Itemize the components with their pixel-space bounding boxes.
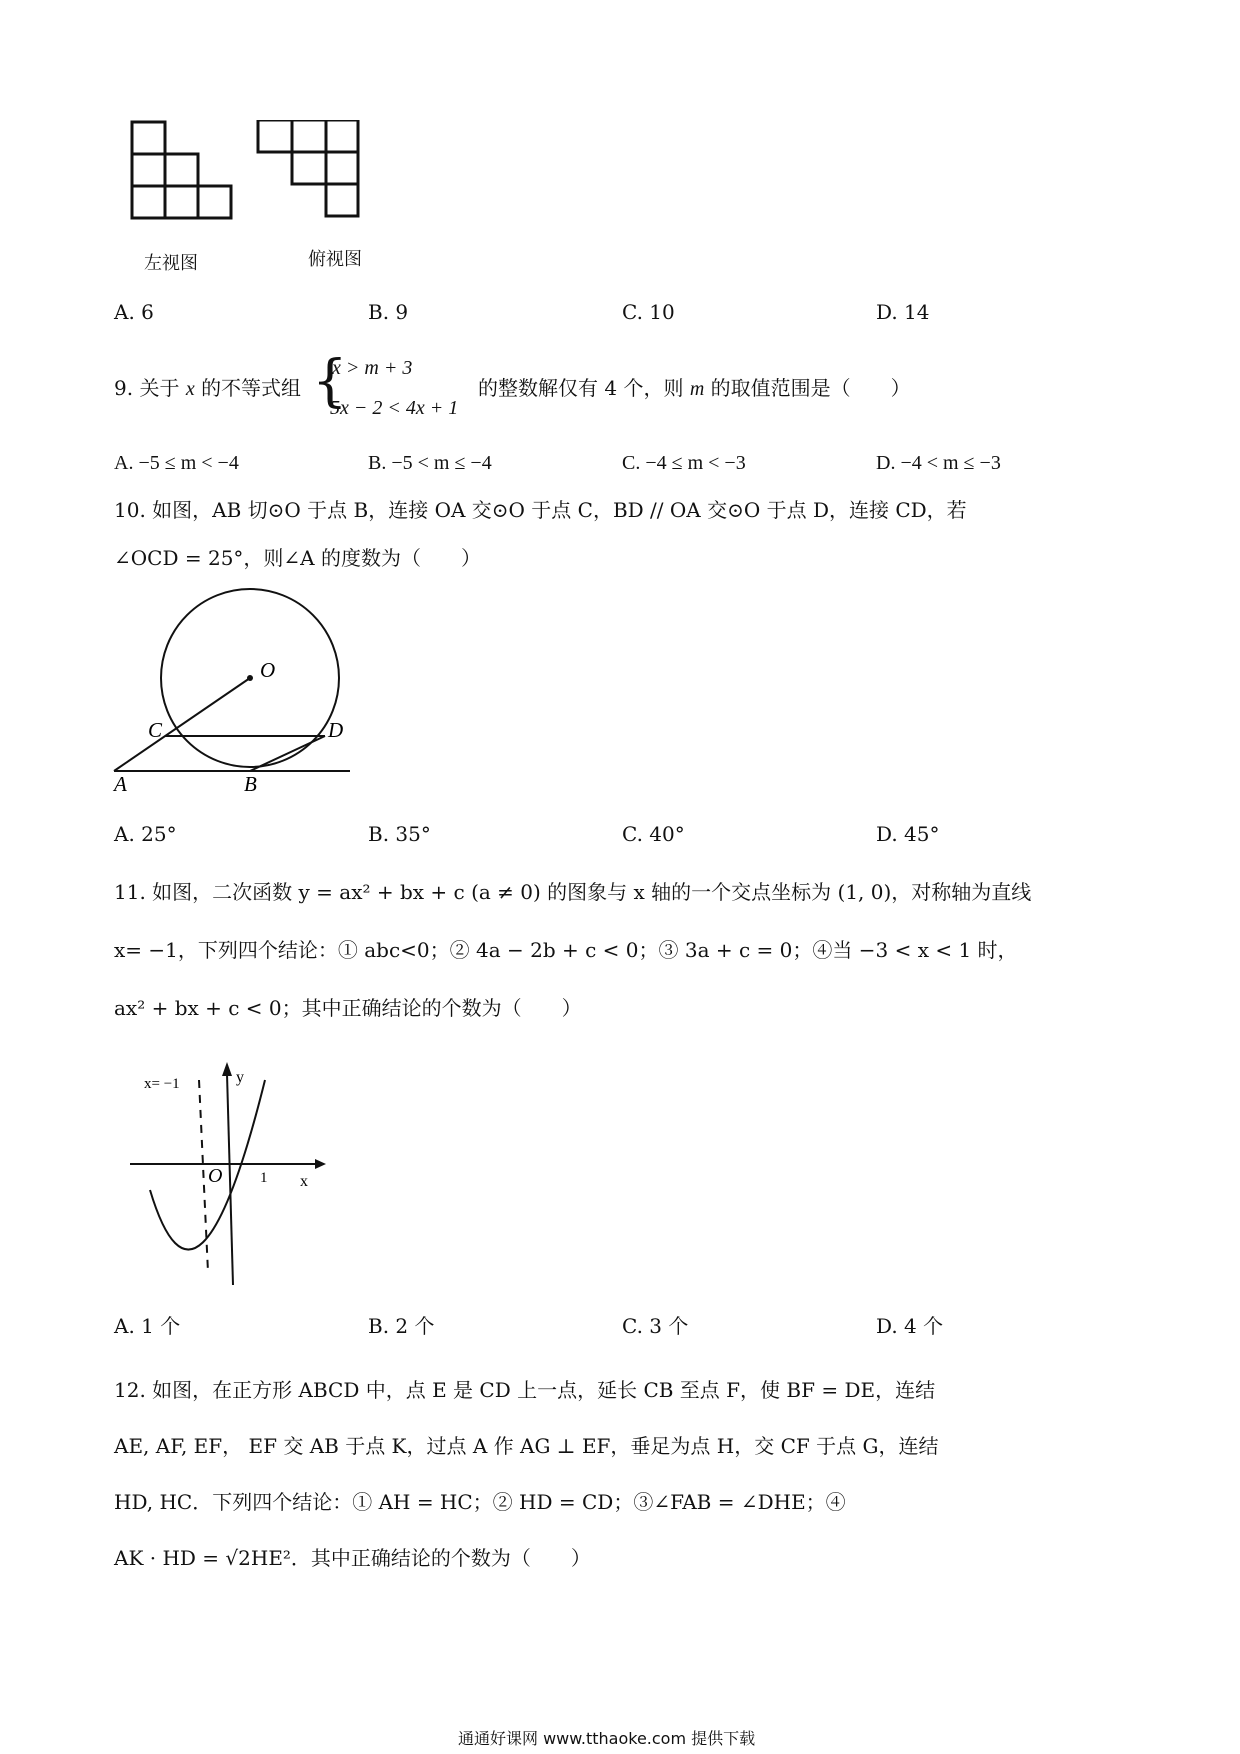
q10-option-c: C. 40° (622, 822, 685, 846)
q11-option-a: A. 1 个 (114, 1314, 181, 1338)
y-axis (227, 1074, 233, 1285)
q9-stem (114, 376, 301, 401)
q9-var: x (185, 378, 195, 400)
q10-option-a: A. 25° (114, 822, 177, 846)
symmetry-axis (199, 1080, 208, 1272)
q11-stem-line2: x= −1，下列四个结论：① abc<0；② 4a − 2b + c < 0；③ 3a + c = 0；④当 −3 < x < 1 时， (114, 938, 1018, 962)
tick-one-label: 1 (260, 1170, 268, 1186)
label-b: B (244, 772, 257, 796)
label-c: C (148, 718, 163, 742)
y-axis-arrow (222, 1062, 232, 1076)
y-axis-label: y (236, 1069, 244, 1086)
q12-stem-line2: AE, AF, EF， EF 交 AB 于点 K，过点 A 作 AG ⊥ EF，垂足为点 H，交 CF 于点 G，连结 (114, 1434, 939, 1458)
q11-option-b: B. 2 个 (368, 1314, 435, 1338)
q11-stem-line3: ax² + bx + c < 0；其中正确结论的个数为（ ） (114, 996, 582, 1020)
x-axis-arrow (315, 1159, 326, 1169)
q9-inequality-2: 5x − 2 < 4x + 1 (330, 397, 459, 419)
q10-stem-line1: 10. 如图，AB 切⊙O 于点 B，连接 OA 交⊙O 于点 C，BD // OA 交⊙O 于点 D，连接 CD，若 (114, 498, 967, 522)
q9-mvar: m (689, 378, 705, 400)
label-a: A (114, 772, 127, 796)
page-footer: 通通好课网 www.tthaoke.com 提供下载 (458, 1729, 756, 1748)
q12-stem-line4: AK · HD = √2HE²．其中正确结论的个数为（ ） (114, 1546, 591, 1570)
q9-brace: { (312, 349, 348, 414)
segment-oa (114, 678, 250, 771)
q8-option-d: D. 14 (876, 300, 930, 324)
segment-bd (250, 736, 325, 771)
q8-option-c: C. 10 (622, 300, 675, 324)
q8-option-b: B. 9 (368, 300, 409, 324)
q10-circle-figure (110, 585, 360, 800)
q8-option-a: A. 6 (114, 300, 154, 324)
q12-stem-line3: HD, HC．下列四个结论：① AH = HC；② HD = CD；③∠FAB = ∠DHE；④ (114, 1490, 846, 1514)
q9-option-a: A. −5 ≤ m < −4 (114, 452, 239, 474)
q11-stem-line1: 11. 如图，二次函数 y = ax² + bx + c (a ≠ 0) 的图象与 x 轴的一个交点坐标为 (1, 0)，对称轴为直线 (114, 880, 1032, 904)
q12-stem-line1: 12. 如图，在正方形 ABCD 中，点 E 是 CD 上一点，延长 CB 至点 F，使 BF = DE，连结 (114, 1378, 936, 1402)
q9-option-c: C. −4 ≤ m < −3 (622, 452, 746, 474)
q9-stem-suffix (478, 376, 911, 401)
top-view-label: 俯视图 (308, 249, 362, 270)
label-d: D (328, 718, 344, 742)
left-view-label: 左视图 (144, 253, 198, 274)
q10-option-d: D. 45° (876, 822, 940, 846)
q11-parabola-figure (120, 1060, 330, 1290)
q11-option-d: D. 4 个 (876, 1314, 944, 1338)
q9-option-d: D. −4 < m ≤ −3 (876, 452, 1001, 474)
q9-option-b: B. −5 < m ≤ −4 (368, 452, 492, 474)
label-o: O (260, 658, 276, 682)
q10-option-b: B. 35° (368, 822, 431, 846)
q9-suffix1: 的整数解仅有 4 个，则 (478, 376, 684, 400)
symmetry-axis-label: x= −1 (144, 1076, 180, 1092)
q9-inequality-1: x > m + 3 (332, 357, 413, 379)
q9-mid: 的不等式组 (201, 376, 302, 400)
q11-option-c: C. 3 个 (622, 1314, 689, 1338)
origin-label: O (208, 1165, 223, 1187)
q9-suffix2: 的取值范围是（ ） (710, 376, 911, 400)
q10-stem-line2: ∠OCD = 25°，则∠A 的度数为（ ） (114, 546, 481, 570)
q9-prefix: 9. 关于 (114, 376, 180, 400)
x-axis-label: x (300, 1173, 308, 1190)
